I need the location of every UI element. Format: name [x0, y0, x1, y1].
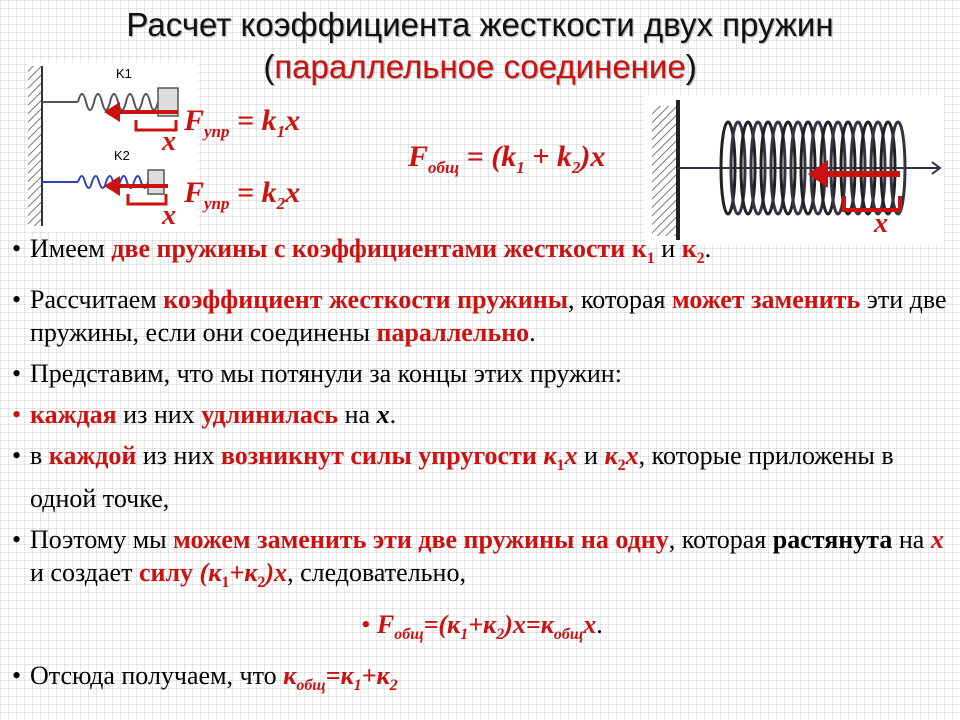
bullet-2: • Рассчитаем коэффициент жесткости пружины, которая может заменить эти две пружины, если они соединены параллельно.: [12, 283, 952, 349]
x-label-spring-2: x: [162, 200, 176, 231]
bullet-5: • в каждой из них возникнут силы упругости $к_1x$ и $к_2x$, которые приложены в одной точке,: [12, 439, 952, 515]
bullet-8: • Отсюда получаем, что $к_{общ}=к_1+к_2$: [12, 659, 952, 702]
bullet-3: • Представим, что мы потянули за концы этих пружин:: [12, 357, 952, 390]
bullet-1: • Имеем две пружины с коэффициентами жесткости $к_1$ и $к_2$.: [12, 232, 952, 275]
formula-f-upr-1: $F_{упр} = k_1x$: [184, 104, 301, 141]
k1-label: K1: [116, 66, 132, 81]
combined-spring-figure: [644, 96, 944, 244]
title-line-1: Расчет коэффициента жесткости двух пружин: [126, 6, 834, 43]
formula-f-upr-2: $F_{упр} = k_2x$: [184, 176, 301, 213]
x-label-spring-1: x: [162, 126, 176, 157]
bullet-4: • каждая из них удлинилась на x.: [12, 398, 952, 431]
title-line-2: (параллельное соединение): [263, 48, 697, 85]
k2-label: K2: [114, 148, 130, 163]
x-label-combined: x: [874, 208, 888, 239]
bullet-7-formula: • $F_{общ}=(к_1+к_2)x=к_{общ}x$.: [361, 609, 603, 643]
bullet-list: [12, 232, 952, 710]
bullet-6: • Поэтому мы можем заменить эти две пружины на одну, которая растянута на x и создает силу $(к_1+к_2)x$, следовательно,: [12, 523, 952, 599]
formula-f-total: $F_{общ} = (k_1 + k_2)x$: [408, 140, 606, 177]
